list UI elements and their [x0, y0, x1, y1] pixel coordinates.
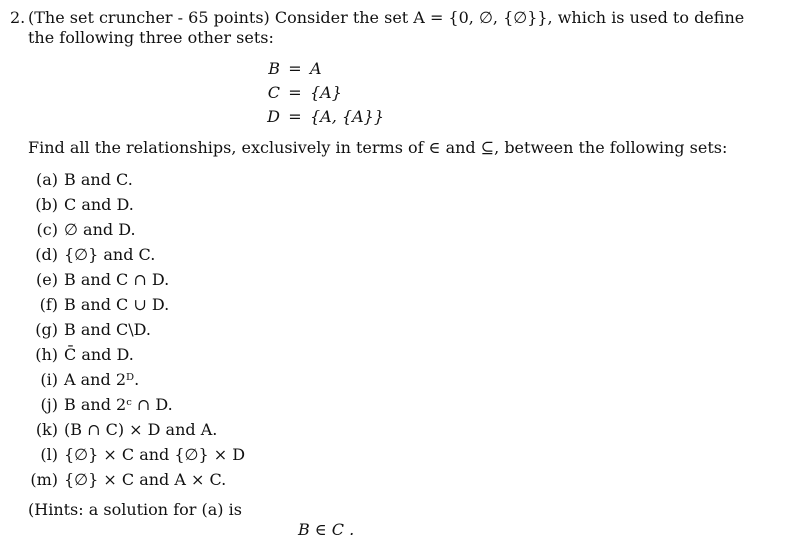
- problem-intro-line-1: (The set cruncher - 65 points) Consider the set A = {0, ∅, {∅}}, which is used to define: [28, 8, 745, 27]
- item-text: A and 2ᴰ.: [64, 370, 140, 389]
- item-label: (j): [40, 395, 58, 414]
- item-label: (h): [35, 345, 58, 364]
- item-text: B and 2ᶜ ∩ D.: [64, 395, 173, 414]
- item-text: B and C\D.: [64, 320, 151, 339]
- definition-block: [260, 58, 460, 132]
- definition-lhs: C: [267, 83, 280, 102]
- item-label: (d): [35, 245, 58, 264]
- problem-intro-line-2: the following three other sets:: [28, 28, 274, 47]
- item-list: [0, 170, 800, 500]
- item-label: (i): [40, 370, 58, 389]
- hint-text: (Hints: a solution for (a) is: [28, 500, 242, 519]
- hint-formula: B ∈ C .: [298, 520, 355, 539]
- definition-op: =: [288, 107, 302, 126]
- item-label: (c): [36, 220, 58, 239]
- definition-op: =: [288, 83, 302, 102]
- item-label: (b): [35, 195, 58, 214]
- item-text: {∅} × C and {∅} × D: [64, 445, 246, 464]
- item-text: B and C ∩ D.: [64, 270, 170, 289]
- item-text: C and D.: [64, 195, 134, 214]
- item-text: B and C ∪ D.: [64, 295, 170, 314]
- item-label: (l): [40, 445, 58, 464]
- task-statement: Find all the relationships, exclusively in terms of ∈ and ⊆, between the following sets:: [28, 138, 728, 157]
- item-text: B and C.: [64, 170, 133, 189]
- item-text: {∅} × C and A × C.: [64, 470, 227, 489]
- item-label: (a): [35, 170, 58, 189]
- definition-rhs: {A}: [310, 83, 342, 102]
- item-label: (g): [35, 320, 58, 339]
- item-text: (B ∩ C) × D and A.: [64, 420, 218, 439]
- definition-op: =: [288, 59, 302, 78]
- item-text: ∅ and D.: [64, 220, 136, 239]
- item-text: {∅} and C.: [64, 245, 156, 264]
- definition-lhs: D: [267, 107, 280, 126]
- definition-lhs: B: [268, 59, 280, 78]
- definition-rhs: {A, {A}}: [310, 107, 384, 126]
- item-label: (k): [35, 420, 58, 439]
- item-label: (f): [39, 295, 58, 314]
- item-label: (m): [30, 470, 58, 489]
- definition-rhs: A: [310, 59, 322, 78]
- item-text: C̄ and D.: [64, 345, 134, 364]
- problem-number: 2.: [10, 8, 26, 27]
- item-label: (e): [36, 270, 58, 289]
